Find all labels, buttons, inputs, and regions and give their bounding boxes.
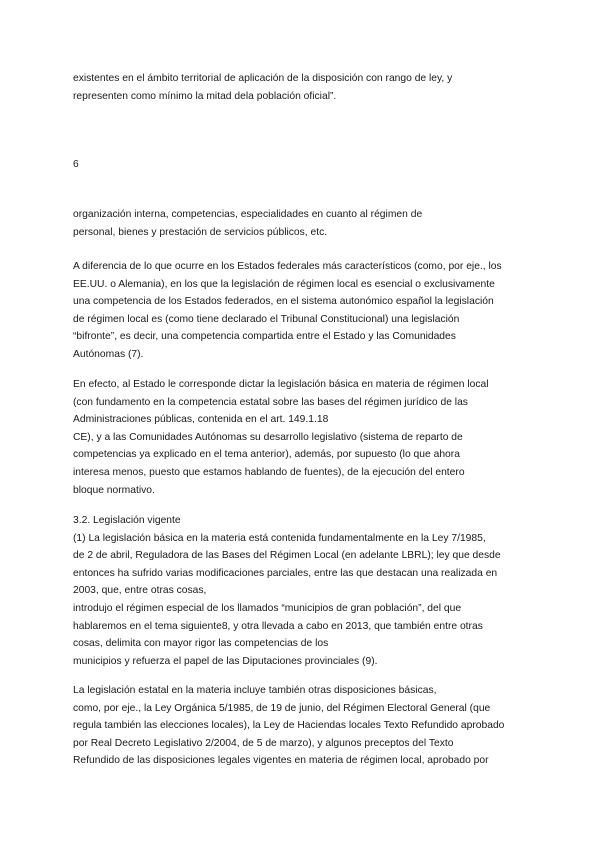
text-line: existentes en el ámbito territorial de aplicación de la disposición con rango de ley, y — [73, 73, 453, 84]
section-heading: 3.2. Legislación vigente — [73, 515, 181, 526]
text-line: A diferencia de lo que ocurre en los Estados federales más característicos (como, por eje., los — [73, 261, 502, 272]
text-line: municipios y refuerza el papel de las Diputaciones provinciales (9). — [73, 655, 378, 667]
top-paragraph — [73, 70, 543, 105]
text-line: Administraciones públicas, contenida en el art. 149.1.18 — [73, 414, 329, 426]
text-line: hablaremos en el tema siguiente8, y otra llevada a cabo en 2013, que también entre otras — [73, 620, 483, 632]
text-line: Autónomas (7). — [73, 348, 144, 360]
text-line: EE.UU. o Alemania), en los que la legislación de régimen local es esencial o exclusivamente — [73, 278, 495, 290]
section-legislacion-vigente — [73, 512, 543, 670]
text-line: representen como mínimo la mitad dela población oficial”. — [73, 90, 337, 102]
text-line: bloque normativo. — [73, 484, 155, 496]
text-line: cosas, delimita con mayor rigor las competencias de los — [73, 638, 329, 650]
text-line: personal, bienes y prestación de servicios públicos, etc. — [73, 226, 328, 238]
text-line: de 2 de abril, Reguladora de las Bases del Régimen Local (en adelante LBRL); ley que desde — [73, 550, 501, 562]
text-line: (con fundamento en la competencia estatal sobre las bases del régimen jurídico de las — [73, 396, 468, 408]
text-line: Refundido de las disposiciones legales vigentes en materia de régimen local, aprobado por — [73, 755, 489, 767]
text-line: La legislación estatal en la materia incluye también otras disposiciones básicas, — [73, 685, 437, 696]
text-line: interesa menos, puesto que estamos hablando de fuentes), de la ejecución del entero — [73, 466, 465, 478]
text-line: entonces ha sufrido varias modificaciones parciales, entre las que destacan una realizada en — [73, 567, 498, 579]
text-line: CE), y a las Comunidades Autónomas su desarrollo legislativo (sistema de reparto de — [73, 431, 463, 443]
text-line: introdujo el régimen especial de los llamados “municipios de gran población”, del que — [73, 602, 462, 614]
text-line: organización interna, competencias, especialidades en cuanto al régimen de — [73, 209, 423, 220]
text-line: de régimen local es (como tiene declarado el Tribunal Constitucional) una legislación — [73, 313, 460, 325]
text-line: regula también las elecciones locales), la Ley de Haciendas locales Texto Refundido aprobado — [73, 720, 505, 732]
paragraph-legislacion-estatal — [73, 682, 543, 770]
text-line: una competencia de los Estados federados, en el sistema autonómico español la legislación — [73, 296, 494, 308]
page-number-text: 6 — [73, 159, 79, 170]
text-line: (1) La legislación básica en la materia está contenida fundamentalmente en la Ley 7/1985, — [73, 532, 486, 544]
page-number — [73, 156, 543, 174]
text-line: En efecto, al Estado le corresponde dictar la legislación básica en materia de régimen local — [73, 379, 489, 390]
text-line: como, por eje., la Ley Orgánica 5/1985, de 19 de junio, del Régimen Electoral General (que — [73, 702, 491, 714]
text-line: “bifronte”, es decir, una competencia compartida entre el Estado y las Comunidades — [73, 331, 456, 343]
paragraph-estados-federales — [73, 258, 543, 364]
paragraph-en-efecto — [73, 376, 543, 499]
text-line: competencias ya explicado en el tema anterior), además, por supuesto (lo que ahora — [73, 449, 460, 461]
text-line: 2003, que, entre otras cosas, — [73, 585, 207, 597]
paragraph-organizacion — [73, 206, 543, 241]
text-line: por Real Decreto Legislativo 2/2004, de 5 de marzo), y algunos preceptos del Texto — [73, 737, 454, 749]
